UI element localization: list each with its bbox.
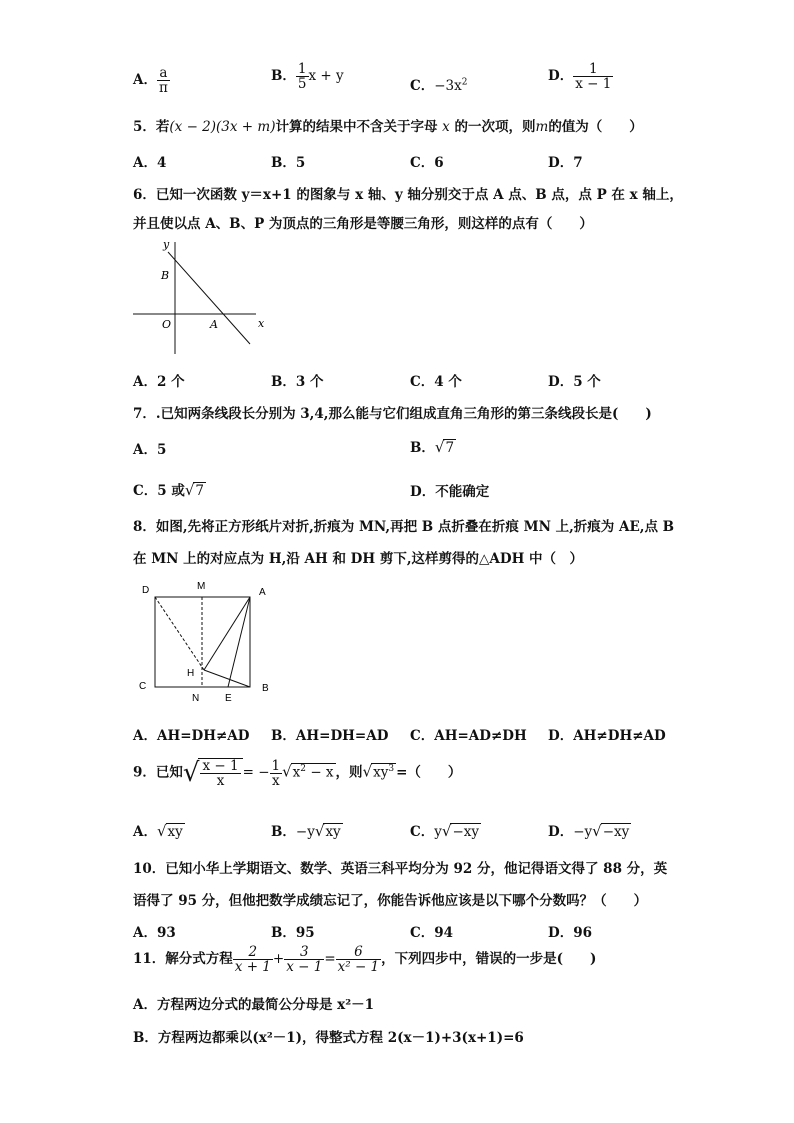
q6-label-b: B <box>161 269 170 282</box>
q8-square-figure <box>134 577 274 705</box>
q6-option-c: C．4 个 <box>410 374 462 390</box>
q4-option-b: B． $\frac{1}{5}$ x + y <box>271 61 344 93</box>
q5-option-c: C．6 <box>410 155 444 171</box>
q8-option-d: D．AH≠DH≠AD <box>548 728 666 744</box>
q8-stem-line2: 在 MN 上的对应点为 H,沿 AH 和 DH 剪下,这样剪得的△ADH 中（ ） <box>133 551 584 567</box>
q10-option-a: A．93 <box>133 925 176 941</box>
q4-option-c: C．$-3x^2$ <box>410 77 468 94</box>
q6-label-a: A <box>210 318 218 331</box>
q9-stem: 9．已知√ $\frac{x - 1}{x}$ = − $\frac{1}{x}$ $√x^2 - x$ ，则$√xy^3$ =（ ） <box>133 757 462 790</box>
q11-option-b: B．方程两边都乘以(x²－1)，得整式方程 2(x－1)+3(x+1)=6 <box>133 1030 524 1046</box>
q8-label-e: E <box>225 693 232 704</box>
q11-stem: 11．解分式方程 $\frac{2}{x + 1}$ + $\frac{3}{x - 1}$ = $\frac{6}{\text{x² − 1}}$ ，下列四步中，错误的一步是( ) <box>133 944 597 976</box>
q8-option-b: B．AH=DH=AD <box>271 728 389 744</box>
q6-option-d: D．5 个 <box>548 374 601 390</box>
q8-label-c: C <box>139 681 147 692</box>
q6-function-line <box>168 252 250 344</box>
q4-option-a: A． $\frac{a}{\pi}$ <box>133 65 168 97</box>
q7-stem: 7．.已知两条线段长分别为 3,4,那么能与它们组成直角三角形的第三条线段长是( ) <box>133 406 652 422</box>
q7-option-b: B．√7 <box>410 438 455 456</box>
q9-option-c: C．y√−xy <box>410 822 480 840</box>
q9-option-a: A．√xy <box>133 822 183 840</box>
q8-label-d: D <box>142 585 150 596</box>
q5-option-b: B．5 <box>271 155 306 171</box>
q9-option-b: B．−y√xy <box>271 822 341 840</box>
q6-option-b: B．3 个 <box>271 374 324 390</box>
q6-graph-figure <box>130 238 270 358</box>
q8-dashed-dh <box>155 597 204 670</box>
q6-label-o: O <box>162 318 172 331</box>
q10-stem-line2: 语得了 95 分，但他把数学成绩忘记了，你能告诉他应该是以下哪个分数吗？（ ） <box>133 893 648 909</box>
q7-option-c: C．5 或√7 <box>133 481 204 499</box>
q8-label-h: H <box>187 668 195 679</box>
q8-stem-line1: 8．如图,先将正方形纸片对折,折痕为 MN,再把 B 点折叠在折痕 MN 上,折痕为 AE,点 B <box>133 519 675 535</box>
q8-option-c: C．AH=AD≠DH <box>410 728 527 744</box>
q5-option-a: A．4 <box>133 155 167 171</box>
q4-option-d: D． $\frac{1}{x - 1}$ <box>548 61 612 93</box>
q8-line-ah <box>204 597 250 670</box>
q10-option-c: C．94 <box>410 925 454 941</box>
q9-option-d: D．−y√−xy <box>548 822 630 840</box>
q5-stem: 5．若(x − 2)(3x + m)计算的结果中不含关于字母 x 的一次项，则m的值为（ ） <box>133 119 643 135</box>
q8-label-m: M <box>197 581 206 592</box>
q7-option-d: D．不能确定 <box>410 484 490 500</box>
q8-line-hb <box>204 670 250 687</box>
q7-option-a: A．5 <box>133 442 167 458</box>
q10-option-b: B．95 <box>271 925 315 941</box>
q6-stem-line2: 并且使以点 A、B、P 为顶点的三角形是等腰三角形，则这样的点有（ ） <box>133 216 593 232</box>
q8-label-b: B <box>262 683 269 694</box>
q8-option-a: A．AH=DH≠AD <box>133 728 250 744</box>
q8-label-n: N <box>192 693 200 704</box>
q10-stem-line1: 10．已知小华上学期语文、数学、英语三科平均分为 92 分，他记得语文得了 88 分，英 <box>133 861 668 877</box>
q6-stem-line1: 6．已知一次函数 y＝x+1 的图象与 x 轴、y 轴分别交于点 A 点、B 点，点 P 在 x 轴上， <box>133 187 683 203</box>
q6-label-y: y <box>163 238 170 251</box>
q6-option-a: A．2 个 <box>133 374 185 390</box>
q10-option-d: D．96 <box>548 925 592 941</box>
q6-label-x: x <box>258 317 265 330</box>
q8-line-ae <box>228 597 250 687</box>
q5-option-d: D．7 <box>548 155 583 171</box>
q11-option-a: A．方程两边分式的最简公分母是 x²－1 <box>133 997 375 1013</box>
q8-label-a: A <box>259 587 266 598</box>
